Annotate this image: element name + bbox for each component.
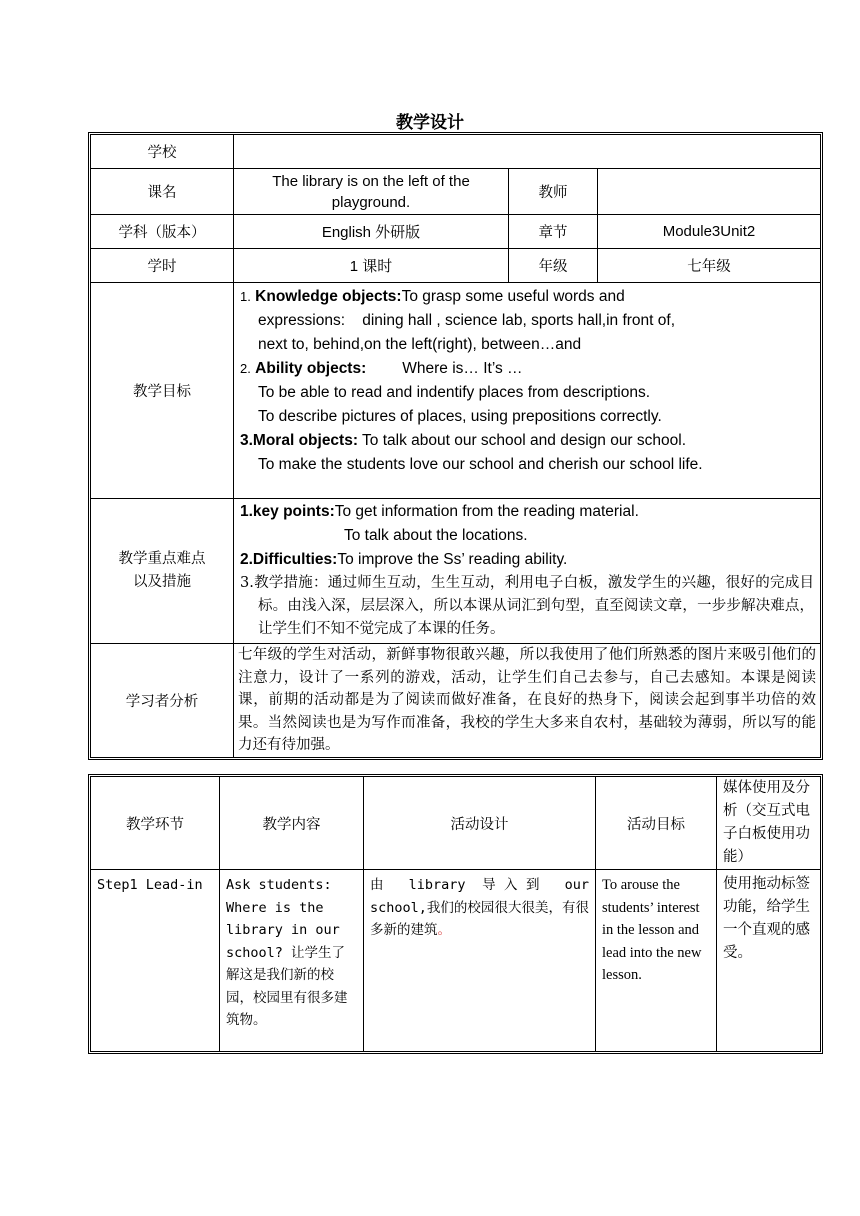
media-cell: 使用拖动标签功能，给学生一个直观的感受。	[717, 870, 821, 1052]
grade-value: 七年级	[598, 249, 821, 283]
design-cell: 由 library 导入到 our school,我们的校园很大很美，有很多新的建筑。	[364, 870, 596, 1052]
knowledge-title: Knowledge objects:	[255, 288, 402, 305]
keypoints-content: 1.key points:To get information from the reading material. To talk about the locations. 2.Difficulties:To improve the Ss’ reading ability. 3.教学措施：通过师生互动，生生互动，利用电子白板，激发学生的兴趣，很好的完成目标。由浅入深，层层深入，所以本课从词汇到句型，直至阅读文章，一步步解决难点，让学生们不知不觉完成了本课的任务。	[234, 499, 821, 644]
header-content: 教学内容	[220, 777, 364, 870]
keypoints-title: 1.key points:	[240, 503, 335, 520]
school-label: 学校	[91, 135, 234, 169]
teacher-label: 教师	[509, 169, 598, 215]
process-table	[90, 776, 821, 1052]
chapter-value: Module3Unit2	[598, 215, 821, 249]
subject-label: 学科（版本）	[91, 215, 234, 249]
content-cell: Ask students: Where is the library in our school? 让学生了解这是我们新的校园，校园里有很多建筑物。	[220, 870, 364, 1052]
goal-cell: To arouse the students’ interest in the lesson and lead into the new lesson.	[596, 870, 717, 1052]
header-goal: 活动目标	[596, 777, 717, 870]
grade-label: 年级	[509, 249, 598, 283]
objectives-content: 1. Knowledge objects:To grasp some useful words and expressions: dining hall , science lab, sports hall,in front of, next to, behind,on the left(right), between…and 2. Ability objects: Where is… It’s … To be able to read and indentify places from descriptions. To describe pictures of places, using prepositions correctly. 3.Moral objects: To talk about our school and design our school. To make the students love our school and cherish our school life.	[234, 283, 821, 499]
header-design: 活动设计	[364, 777, 596, 870]
info-table	[90, 134, 821, 758]
course-value: The library is on the left of the playground.	[234, 169, 509, 215]
measures-text: 3.教学措施：通过师生互动，生生互动，利用电子白板，激发学生的兴趣，很好的完成目标。由浅入深，层层深入，所以本课从词汇到句型，直至阅读文章，一步步解决难点，让学生们不知不觉完成了本课的任务。	[240, 575, 815, 637]
subject-value: English 外研版	[234, 215, 509, 249]
chapter-label: 章节	[509, 215, 598, 249]
keypoints-label: 教学重点难点 以及措施	[91, 499, 234, 644]
difficulties-title: 2.Difficulties:	[240, 551, 338, 568]
objectives-label: 教学目标	[91, 283, 234, 499]
teacher-value	[598, 169, 821, 215]
ability-title: Ability objects:	[255, 360, 367, 377]
header-media: 媒体使用及分析（交互式电子白板使用功能）	[717, 777, 821, 870]
course-label: 课名	[91, 169, 234, 215]
learner-text: 七年级的学生对活动，新鲜事物很敢兴趣，所以我使用了他们所熟悉的图片来吸引他们的注意力，设计了一系列的游戏，活动，让学生们自己去参与，自己去感知。本课是阅读课，前期的活动都是为了阅读而做好准备，在良好的热身下，阅读会起到事半功倍的效果。当然阅读也是为写作而准备，我校的学生大多来自农村，基础较为薄弱，所以写的能力还有待加强。	[234, 644, 821, 758]
hours-value: 1 课时	[234, 249, 509, 283]
page-title: 教学设计	[396, 113, 464, 133]
moral-title: 3.Moral objects:	[240, 432, 358, 449]
header-step: 教学环节	[91, 777, 220, 870]
hours-label: 学时	[91, 249, 234, 283]
school-value	[234, 135, 821, 169]
step-cell: Step1 Lead-in	[91, 870, 220, 1052]
learner-label: 学习者分析	[91, 644, 234, 758]
